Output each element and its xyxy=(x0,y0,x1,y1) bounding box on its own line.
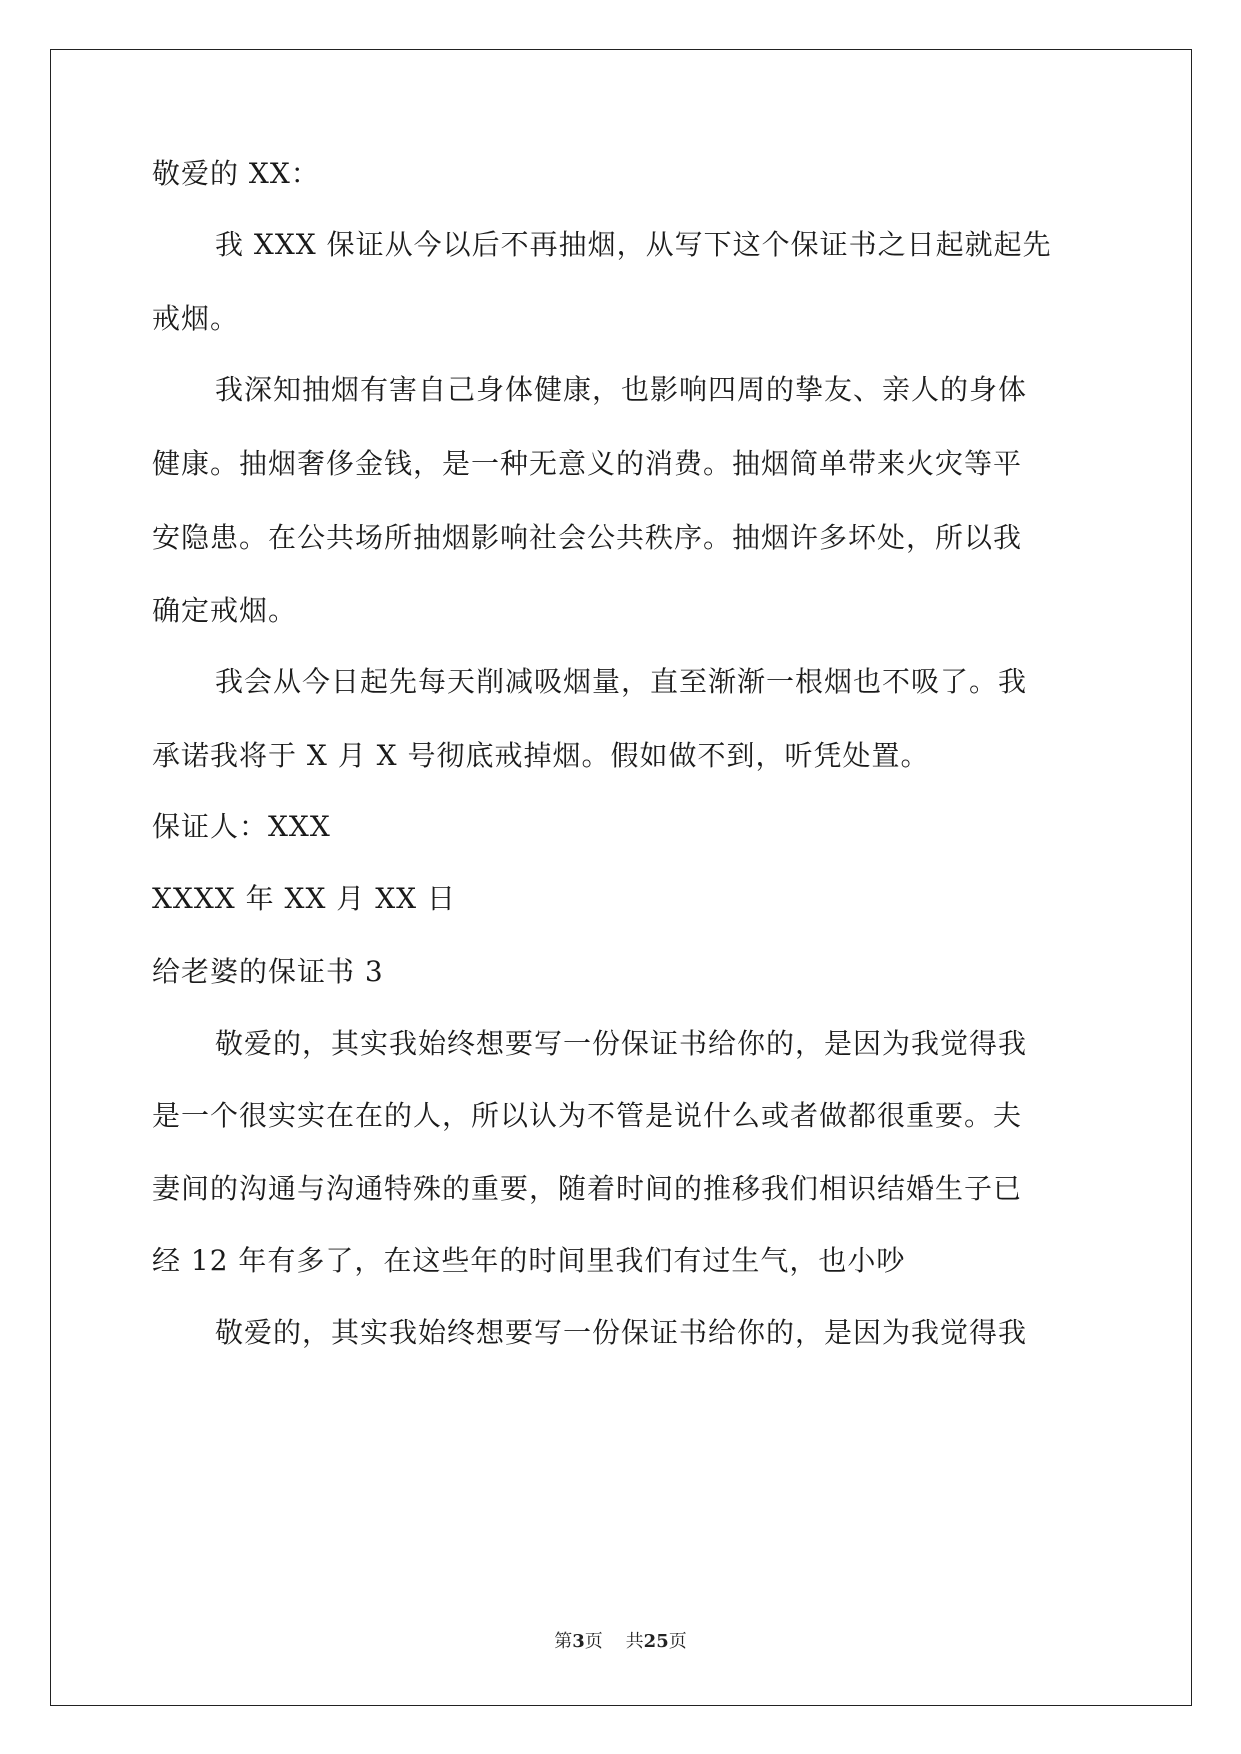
paragraph-line: 敬爱的，其实我始终想要写一份保证书给你的，是因为我觉得我 xyxy=(215,1316,1028,1349)
paragraph-line: 确定戒烟。 xyxy=(152,594,298,627)
guarantor-line: 保证人：XXX xyxy=(152,810,331,843)
paragraph-line: 安隐患。在公共场所抽烟影响社会公共秩序。抽烟许多坏处，所以我 xyxy=(152,521,1023,554)
paragraph-line: 是一个很实实在在的人，所以认为不管是说什么或者做都很重要。夫 xyxy=(152,1099,1023,1132)
paragraph-line: 妻间的沟通与沟通特殊的重要，随着时间的推移我们相识结婚生子已 xyxy=(152,1172,1023,1205)
date-line: XXXX 年 XX 月 XX 日 xyxy=(152,882,456,915)
paragraph-line: 戒烟。 xyxy=(152,302,240,335)
paragraph-line: 健康。抽烟奢侈金钱，是一种无意义的消费。抽烟简单带来火灾等平 xyxy=(152,447,1023,480)
total-pages: 25 xyxy=(643,1631,669,1652)
page-prefix: 第 xyxy=(554,1631,573,1652)
salutation: 敬爱的 XX： xyxy=(152,157,320,190)
paragraph-line: 我深知抽烟有害自己身体健康，也影响四周的挚友、亲人的身体 xyxy=(215,373,1028,406)
total-prefix: 共 xyxy=(625,1631,644,1652)
paragraph-line: 我 XXX 保证从今以后不再抽烟，从写下这个保证书之日起就起先 xyxy=(215,228,1052,261)
section-heading: 给老婆的保证书 3 xyxy=(152,955,384,988)
page-number: 3 xyxy=(572,1631,585,1652)
total-suffix: 页 xyxy=(668,1631,687,1652)
page-suffix: 页 xyxy=(584,1631,603,1652)
page-footer xyxy=(0,1631,1241,1653)
paragraph-line: 敬爱的，其实我始终想要写一份保证书给你的，是因为我觉得我 xyxy=(215,1027,1028,1060)
paragraph-line: 经 12 年有多了，在这些年的时间里我们有过生气，也小吵 xyxy=(152,1244,906,1277)
page-border xyxy=(50,49,1192,1706)
paragraph-line: 承诺我将于 X 月 X 号彻底戒掉烟。假如做不到，听凭处置。 xyxy=(152,739,930,772)
paragraph-line: 我会从今日起先每天削减吸烟量，直至渐渐一根烟也不吸了。我 xyxy=(215,665,1028,698)
